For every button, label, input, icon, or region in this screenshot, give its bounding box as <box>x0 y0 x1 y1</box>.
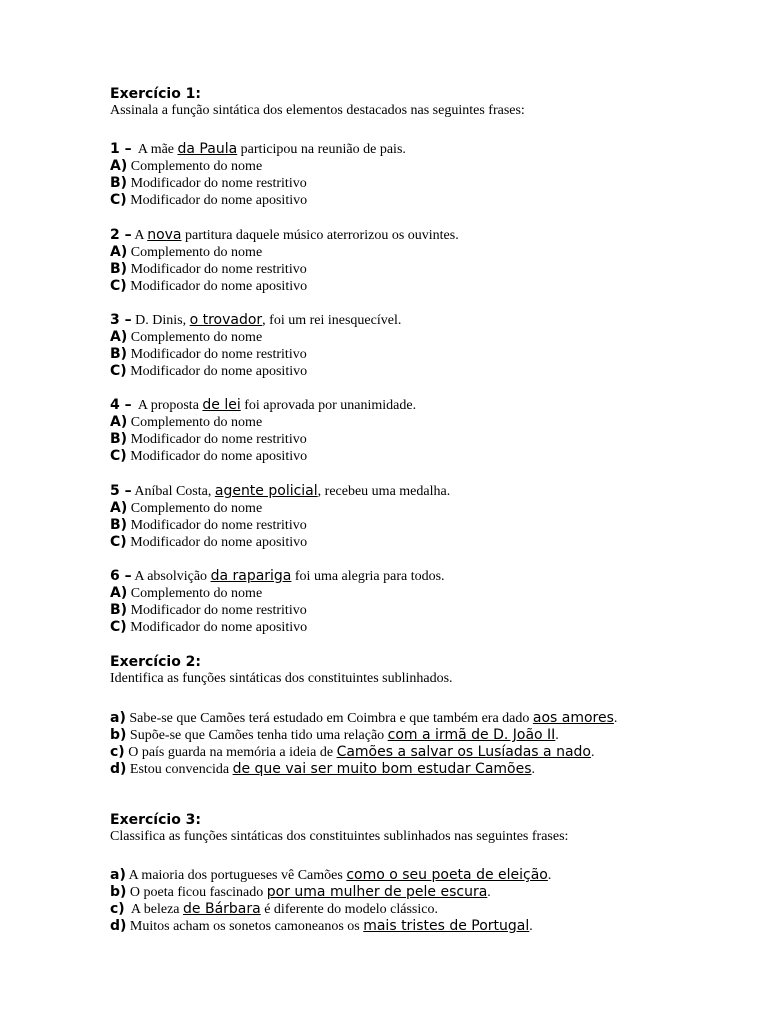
option-a <box>110 329 650 346</box>
exercise-1-question <box>110 483 650 551</box>
item-text: Estou convencida <box>126 762 233 777</box>
item-text: O país guarda na memória a ideia de <box>124 745 337 760</box>
option-text: Modificador do nome restritivo <box>130 176 307 191</box>
option-c <box>110 534 650 551</box>
highlighted-element: agente policial <box>214 483 318 499</box>
item-text: Sabe-se que Camões terá estudado em Coimbra e que também era dado <box>125 711 533 726</box>
item-letter: b) <box>110 884 127 900</box>
option-c <box>110 278 650 295</box>
option-c <box>110 363 650 380</box>
question-number: 3 – <box>110 312 132 328</box>
option-letter: C) <box>110 448 127 464</box>
question-number: 2 – <box>110 227 132 243</box>
question-text: , recebeu uma medalha. <box>317 484 451 499</box>
question-number: 4 – <box>110 397 132 413</box>
question-text: A proposta <box>131 398 203 413</box>
option-b <box>110 346 650 363</box>
option-text: Modificador do nome apositivo <box>130 364 308 379</box>
option-letter: C) <box>110 192 127 208</box>
underlined-constituent: de que vai ser muito bom estudar Camões <box>232 761 532 777</box>
item-text: . <box>529 919 533 934</box>
question-statement <box>110 397 650 414</box>
option-letter: C) <box>110 619 127 635</box>
item-text: . <box>487 885 491 900</box>
question-text: A <box>131 228 148 243</box>
question-text: Aníbal Costa, <box>131 484 215 499</box>
item-letter: c) <box>110 744 125 760</box>
question-text: A mãe <box>131 142 178 157</box>
option-a <box>110 158 650 175</box>
underlined-constituent: Camões a salvar os Lusíadas a nado <box>336 744 591 760</box>
exercise-2-title: Exercício 2: <box>110 654 202 670</box>
option-text: Modificador do nome apositivo <box>130 535 308 550</box>
underlined-constituent: mais tristes de Portugal <box>363 918 530 934</box>
question-number: 1 – <box>110 141 132 157</box>
option-letter: A) <box>110 585 128 601</box>
item-letter: b) <box>110 727 127 743</box>
option-letter: A) <box>110 414 128 430</box>
option-text: Modificador do nome apositivo <box>130 620 308 635</box>
exercise-1-question <box>110 568 650 636</box>
question-number: 5 – <box>110 483 132 499</box>
exercise-1-question <box>110 227 650 295</box>
question-text: participou na reunião de pais. <box>237 142 406 157</box>
option-text: Modificador do nome restritivo <box>130 432 307 447</box>
question-statement <box>110 227 650 244</box>
question-text: D. Dinis, <box>131 313 190 328</box>
option-letter: B) <box>110 517 128 533</box>
exercise-3-items <box>110 867 650 935</box>
exercise-3-item <box>110 918 650 935</box>
question-text: foi aprovada por unanimidade. <box>240 398 417 413</box>
highlighted-element: da Paula <box>177 141 238 157</box>
item-letter: a) <box>110 867 126 883</box>
underlined-constituent: como o seu poeta de eleição <box>346 867 548 883</box>
item-text: é diferente do modelo clássico. <box>260 902 438 917</box>
exercise-3-instruction: Classifica as funções sintáticas dos constituintes sublinhados nas seguintes frases: <box>110 829 569 844</box>
underlined-constituent: com a irmã de D. João II <box>387 727 556 743</box>
question-text: A absolvição <box>131 569 211 584</box>
highlighted-element: nova <box>147 227 182 243</box>
option-text: Modificador do nome restritivo <box>130 262 307 277</box>
question-text: , foi um rei inesquecível. <box>262 313 402 328</box>
option-letter: A) <box>110 329 128 345</box>
option-letter: C) <box>110 363 127 379</box>
exercise-3-item <box>110 867 650 884</box>
item-text: . <box>555 728 559 743</box>
option-b <box>110 175 650 192</box>
item-text: . <box>613 711 618 726</box>
highlighted-element: o trovador <box>189 312 263 328</box>
option-a <box>110 414 650 431</box>
question-statement <box>110 568 650 585</box>
exercise-2-instruction: Identifica as funções sintáticas dos constituintes sublinhados. <box>110 671 453 686</box>
option-text: Complemento do nome <box>130 245 263 260</box>
item-text: A maioria dos portugueses vê Camões <box>125 868 347 883</box>
item-text: Supõe-se que Camões tenha tido uma relação <box>126 728 388 743</box>
item-letter: c) <box>110 901 125 917</box>
option-a <box>110 244 650 261</box>
option-text: Complemento do nome <box>130 330 263 345</box>
option-text: Modificador do nome restritivo <box>130 347 307 362</box>
question-statement <box>110 312 650 329</box>
item-text: . <box>547 868 552 883</box>
option-letter: B) <box>110 261 128 277</box>
highlighted-element: de lei <box>202 397 241 413</box>
option-b <box>110 517 650 534</box>
exercise-2-item <box>110 727 650 744</box>
item-letter: d) <box>110 918 127 934</box>
option-text: Complemento do nome <box>130 501 263 516</box>
item-text: Muitos acham os sonetos camoneanos os <box>126 919 364 934</box>
option-b <box>110 261 650 278</box>
option-text: Modificador do nome apositivo <box>130 279 308 294</box>
option-text: Modificador do nome apositivo <box>130 449 308 464</box>
exercise-3-item <box>110 901 650 918</box>
exercise-2-item <box>110 710 620 727</box>
option-text: Complemento do nome <box>130 415 263 430</box>
question-number: 6 – <box>110 568 132 584</box>
option-text: Complemento do nome <box>130 159 263 174</box>
item-letter: a) <box>110 710 126 726</box>
option-text: Modificador do nome restritivo <box>130 603 307 618</box>
exercise-1-instruction: Assinala a função sintática dos elementos destacados nas seguintes frases: <box>110 103 525 118</box>
option-b <box>110 602 650 619</box>
option-letter: A) <box>110 244 128 260</box>
exercise-3-item <box>110 884 650 901</box>
option-c <box>110 448 650 465</box>
exercise-1-title: Exercício 1: <box>110 86 202 102</box>
option-text: Complemento do nome <box>130 586 263 601</box>
exercise-2-item <box>110 761 650 778</box>
option-letter: C) <box>110 534 127 550</box>
question-statement <box>110 141 650 158</box>
option-text: Modificador do nome restritivo <box>130 518 307 533</box>
highlighted-element: da rapariga <box>210 568 292 584</box>
underlined-constituent: de Bárbara <box>183 901 261 917</box>
option-c <box>110 192 650 209</box>
option-letter: C) <box>110 278 127 294</box>
option-text: Modificador do nome apositivo <box>130 193 308 208</box>
exercise-1-question <box>110 397 650 465</box>
item-text: O poeta ficou fascinado <box>126 885 267 900</box>
question-statement <box>110 483 650 500</box>
option-letter: A) <box>110 500 128 516</box>
exercise-1-question <box>110 312 650 380</box>
underlined-constituent: aos amores <box>532 710 614 726</box>
item-text: . <box>590 745 595 760</box>
item-text: . <box>531 762 536 777</box>
option-letter: B) <box>110 346 128 362</box>
exercise-3-title: Exercício 3: <box>110 812 202 828</box>
exercise-2-items <box>110 710 650 778</box>
option-a <box>110 500 650 517</box>
option-c <box>110 619 650 636</box>
option-letter: A) <box>110 158 128 174</box>
underlined-constituent: por uma mulher de pele escura <box>266 884 488 900</box>
question-text: partitura daquele músico aterrorizou os ouvintes. <box>181 228 459 243</box>
item-text: A beleza <box>124 902 184 917</box>
exercise-1-question <box>110 141 650 209</box>
exercise-2-item <box>110 744 650 761</box>
option-a <box>110 585 650 602</box>
option-b <box>110 431 650 448</box>
option-letter: B) <box>110 175 128 191</box>
item-letter: d) <box>110 761 127 777</box>
question-text: foi uma alegria para todos. <box>291 569 445 584</box>
option-letter: B) <box>110 602 128 618</box>
option-letter: B) <box>110 431 128 447</box>
